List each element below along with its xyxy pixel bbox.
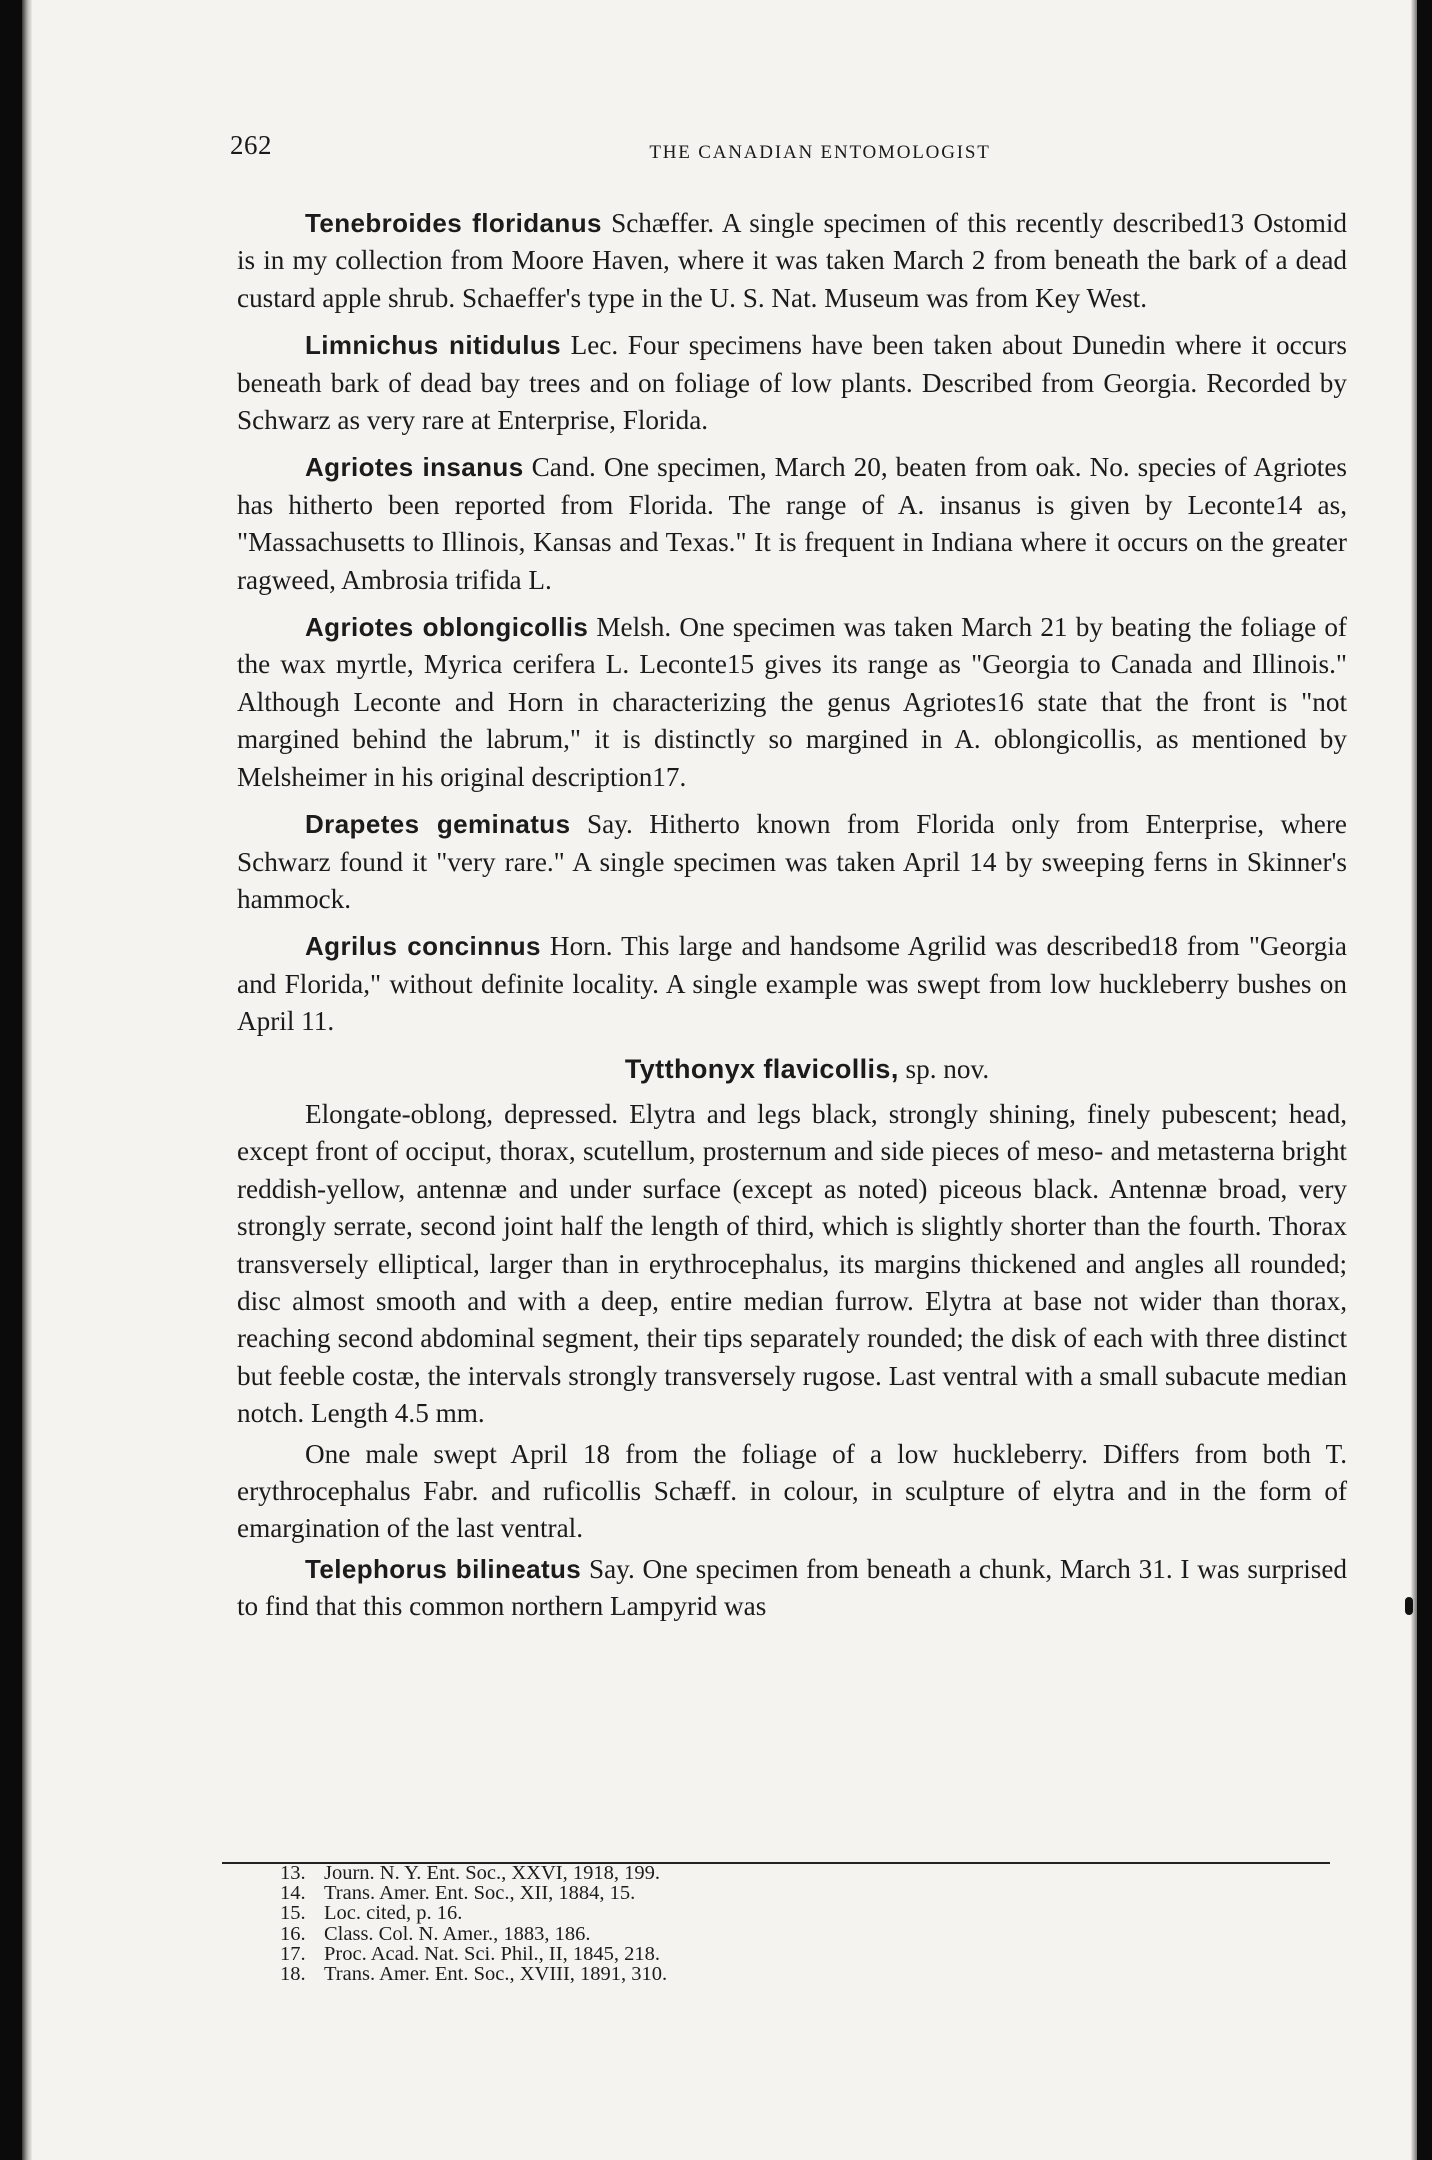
footnote-text: Journ. N. Y. Ent. Soc., XXVI, 1918, 199. [324, 1862, 660, 1884]
paragraph-text: Schæffer. A single specimen of this recently described13 Ostomid is in my collection from Moore Haven, where it was taken March 2 from beneath the bark of a dead custard apple shrub. Schaeffer's type in the U. S. Nat. Museum was from Key West. [237, 208, 1348, 313]
footnote [280, 1863, 1180, 1883]
paragraph [237, 806, 1347, 918]
footnote-number: 15. [280, 1902, 306, 1925]
footnote-number: 14. [280, 1882, 306, 1905]
species-name: Tenebroides floridanus [305, 208, 602, 238]
paragraph-text: Melsh. One specimen was taken March 21 by beating the foliage of the wax myrtle, Myrica cerifera L. Leconte15 gives its range as "Georgia to Canada and Illinois." Although Leconte and Horn in characterizing the genus Agriotes16 state that the front is "not margined behind the labrum," it is distinctly so margined in A. oblongicollis, as mentioned by Melsheimer in his original description17. [237, 612, 1347, 792]
species-name: Agriotes insanus [305, 452, 524, 483]
page-header [230, 128, 1340, 168]
footnote-text: Trans. Amer. Ent. Soc., XVIII, 1891, 310. [324, 1963, 668, 1986]
description-paragraph: Elongate-oblong, depressed. Elytra and legs black, strongly shining, finely pubescent; head, except front of occiput, thorax, scutellum, prosternum and side pieces of meso- and metasterna bright reddish-yellow, antennæ and under surface (except as noted) piceous black. Antennæ broad, very strongly serrate, second joint half the length of third, which is slightly shorter than the fourth. Thorax transversely elliptical, larger than in erythrocephalus, its margins thickened and angles all rounded; disc almost smooth and with a deep, entire median furrow. Elytra at base not wider than thorax, reaching second abdominal segment, their tips separately rounded; the disk of each with three distinct but feeble costæ, the intervals strongly transversely rugose. Last ventral with a small subacute median notch. Length 4.5 mm. [237, 1098, 1347, 1429]
running-title: THE CANADIAN ENTOMOLOGIST [649, 142, 991, 163]
species-name: Drapetes geminatus [305, 809, 571, 840]
paragraph [237, 327, 1347, 439]
footnote-text: Trans. Amer. Ent. Soc., XII, 1884, 15. [324, 1882, 636, 1905]
paragraph-text: Say. Hitherto known from Florida only from Enterprise, where Schwarz found it "very rare." A single specimen was taken April 14 by sweeping ferns in Skinner's hammock. [237, 809, 1347, 914]
species-name: Limnichus nitidulus [305, 330, 561, 361]
new-species-heading [237, 1051, 1347, 1088]
paragraph [237, 449, 1347, 599]
description-paragraph: One male swept April 18 from the foliage of a low huckleberry. Differs from both T. erythrocephalus Fabr. and ruficollis Schæff. in colour, in sculpture of elytra and in the form of emargination of the last ventral. [237, 1438, 1347, 1544]
paragraph [237, 1551, 1347, 1626]
footnote-text: Loc. cited, p. 16. [324, 1902, 463, 1925]
footnote-text: Class. Col. N. Amer., 1883, 186. [324, 1922, 591, 1945]
scanned-page [22, 0, 1417, 2160]
new-species-name: Tytthonyx flavicollis, [624, 1053, 899, 1084]
new-species-suffix: sp. nov. [898, 1053, 990, 1084]
footnote-text: Proc. Acad. Nat. Sci. Phil., II, 1845, 218. [324, 1942, 660, 1965]
footnote [280, 1924, 1180, 1944]
paragraph-text: Lec. Four specimens have been taken about Dunedin where it occurs beneath bark of dead bay trees and on foliage of low plants. Described from Georgia. Recorded by Schwarz as very rare at Enterprise, Florida. [237, 330, 1347, 436]
paragraph [237, 609, 1347, 796]
footnote-number: 18. [280, 1963, 306, 1986]
page-number: 262 [230, 130, 272, 160]
footnote-number: 17. [280, 1942, 306, 1965]
species-name: Telephorus bilineatus [305, 1553, 582, 1584]
footnote [280, 1944, 1180, 1964]
paragraph [237, 205, 1347, 317]
page-edge [1411, 0, 1417, 2160]
paragraph-text: Horn. This large and handsome Agrilid was described18 from "Georgia and Florida," without definite locality. A single example was swept from low huckleberry bushes on April 11. [237, 931, 1347, 1037]
species-name: Agrilus concinnus [305, 931, 541, 962]
species-name: Agriotes oblongicollis [305, 612, 589, 643]
article-body [237, 205, 1347, 1636]
margin-mark [1405, 1597, 1413, 1615]
footnote-number: 16. [280, 1922, 306, 1945]
footnote-number: 13. [280, 1862, 306, 1884]
footnotes [280, 1863, 1180, 1984]
footnote [280, 1964, 1180, 1984]
footnote [280, 1903, 1180, 1923]
paragraph-text: Cand. One specimen, March 20, beaten from oak. No. species of Agriotes has hitherto been reported from Florida. The range of A. insanus is given by Leconte14 as, "Massachusetts to Illinois, Kansas and Texas." It is frequent in Indiana where it occurs on the greater ragweed, Ambrosia trifida L. [237, 452, 1347, 595]
footnote [280, 1883, 1180, 1903]
binding-gutter [22, 0, 32, 2160]
paragraph [237, 928, 1347, 1040]
paragraph-text: Say. One specimen from beneath a chunk, March 31. I was surprised to find that this common northern Lampyrid was [237, 1553, 1347, 1622]
